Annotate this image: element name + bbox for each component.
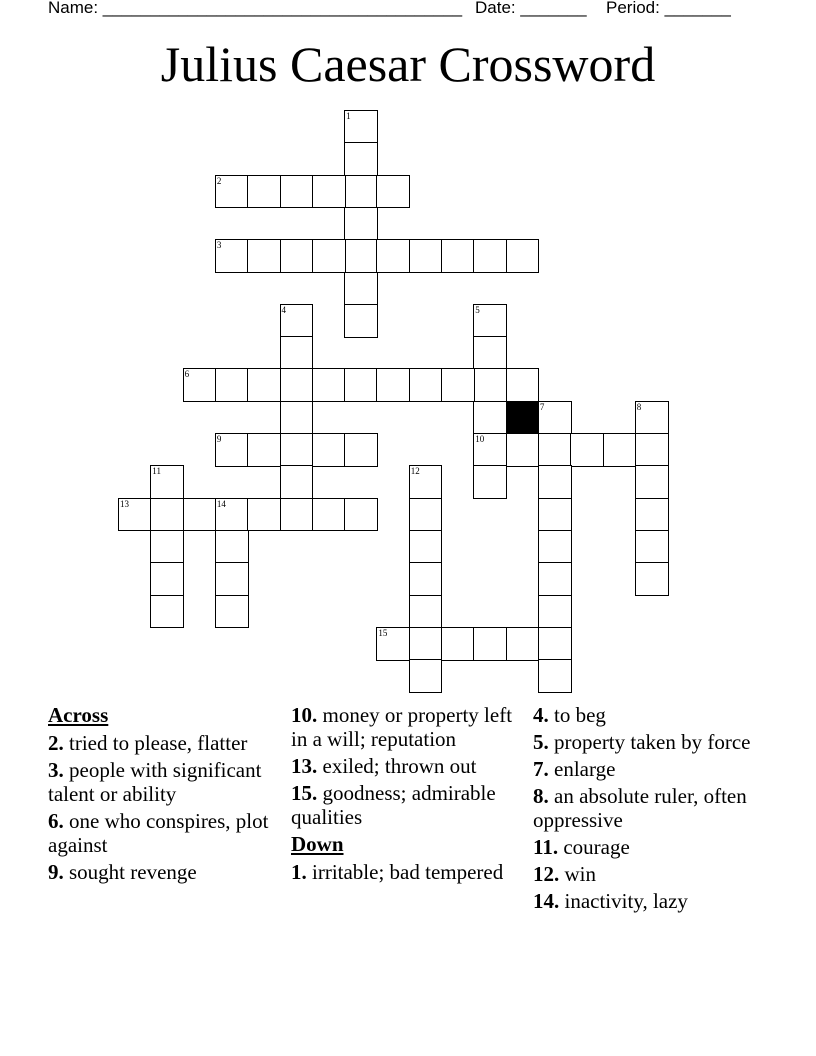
grid-cell[interactable] [344, 272, 378, 306]
grid-cell[interactable] [409, 595, 443, 629]
grid-cell[interactable] [473, 368, 507, 402]
grid-cell[interactable] [215, 562, 249, 596]
grid-cell[interactable] [118, 498, 152, 532]
grid-cell[interactable] [150, 595, 184, 629]
grid-cell[interactable] [280, 175, 314, 209]
grid-cell[interactable] [247, 433, 281, 467]
grid-cell[interactable] [215, 368, 249, 402]
grid-cell[interactable] [409, 659, 443, 693]
grid-cell[interactable] [376, 239, 410, 273]
across-clue-2: 2. tried to please, flatter [48, 731, 248, 755]
down-clue-7: 7. enlarge [533, 757, 616, 781]
grid-cell[interactable] [215, 239, 249, 273]
grid-cell[interactable] [538, 627, 572, 661]
grid-cell[interactable] [312, 368, 346, 402]
name-field-label: Name: ______________________________________ [48, 0, 463, 17]
grid-cell[interactable] [409, 465, 443, 499]
clue-number: 2 [216, 175, 222, 186]
grid-cell[interactable] [150, 498, 184, 532]
grid-cell[interactable] [215, 498, 249, 532]
grid-cell[interactable] [344, 239, 378, 273]
down-clue-11: 11. courage [533, 835, 630, 859]
grid-cell[interactable] [409, 530, 443, 564]
grid-cell[interactable] [441, 239, 475, 273]
grid-cell[interactable] [473, 401, 507, 435]
clue-number: 6 [184, 369, 190, 380]
grid-cell[interactable] [441, 627, 475, 661]
down-clue-1: 1. irritable; bad tempered [291, 860, 504, 884]
grid-cell[interactable] [473, 239, 507, 273]
grid-cell[interactable] [183, 368, 217, 402]
grid-cell[interactable] [183, 498, 217, 532]
grid-cell[interactable] [344, 433, 378, 467]
grid-cell[interactable] [603, 433, 637, 467]
grid-cell[interactable] [376, 627, 410, 661]
grid-cell[interactable] [312, 239, 346, 273]
down-clue-14: 14. inactivity, lazy [533, 889, 688, 913]
grid-cell[interactable] [280, 401, 314, 435]
grid-cell[interactable] [635, 562, 669, 596]
page-title: Julius Caesar Crossword [160, 36, 656, 92]
grid-cell[interactable] [409, 627, 443, 661]
grid-cell[interactable] [473, 336, 507, 370]
grid-cell[interactable] [376, 175, 410, 209]
black-square [506, 401, 540, 435]
grid-cell[interactable] [635, 465, 669, 499]
grid-cell[interactable] [280, 498, 314, 532]
grid-cell[interactable] [215, 175, 249, 209]
grid-cell[interactable] [538, 401, 572, 435]
grid-cell[interactable] [280, 433, 314, 467]
clue-number: 10 [475, 434, 485, 444]
down-clue-8: 8. an absolute ruler, often oppressive [533, 784, 747, 832]
grid-cell[interactable] [473, 433, 507, 467]
grid-cell[interactable] [570, 433, 604, 467]
grid-cell[interactable] [344, 175, 378, 209]
grid-cell[interactable] [635, 401, 669, 435]
grid-cell[interactable] [409, 498, 443, 532]
across-clue-3: 3. people with significant talent or ability [48, 758, 262, 806]
clue-number: 14 [216, 498, 226, 509]
grid-cell[interactable] [280, 239, 314, 273]
grid-cell[interactable] [344, 304, 378, 338]
grid-cell[interactable] [538, 433, 572, 467]
grid-cell[interactable] [506, 433, 540, 467]
across-clue-10: 10. money or property left in a will; reputation [291, 703, 513, 751]
grid-cell[interactable] [247, 239, 281, 273]
down-heading: Down [291, 832, 344, 856]
grid-cell[interactable] [150, 562, 184, 596]
grid-cell[interactable] [635, 433, 669, 467]
clue-number: 11 [152, 466, 161, 477]
grid-cell[interactable] [473, 465, 507, 499]
grid-cell[interactable] [344, 142, 378, 176]
across-clue-9: 9. sought revenge [48, 860, 197, 884]
across-clue-13: 13. exiled; thrown out [291, 754, 477, 778]
grid-cell[interactable] [441, 368, 475, 402]
grid-cell[interactable] [506, 239, 540, 273]
grid-cell[interactable] [344, 498, 378, 532]
grid-cell[interactable] [312, 175, 346, 209]
clue-number: 12 [410, 466, 420, 477]
across-heading: Across [48, 703, 109, 727]
grid-cell[interactable] [215, 433, 249, 467]
clue-number: 13 [120, 498, 129, 509]
across-clue-15: 15. goodness; admirable qualities [291, 781, 496, 829]
grid-cell[interactable] [376, 368, 410, 402]
down-clue-5: 5. property taken by force [533, 730, 751, 754]
grid-cell[interactable] [538, 659, 572, 693]
date-field-label: Date: _______ [475, 0, 587, 17]
grid-cell[interactable] [312, 498, 346, 532]
grid-cell[interactable] [344, 110, 378, 144]
grid-cell[interactable] [538, 530, 572, 564]
period-field-label: Period: _______ [606, 0, 731, 17]
grid-cell[interactable] [280, 368, 314, 402]
clue-number: 5 [475, 304, 480, 315]
clue-number: 9 [216, 434, 222, 444]
grid-cell[interactable] [409, 368, 443, 402]
grid-cell[interactable] [506, 368, 540, 402]
grid-cell[interactable] [247, 368, 281, 402]
clues-column-2 [291, 703, 523, 887]
grid-cell[interactable] [215, 595, 249, 629]
grid-cell[interactable] [473, 627, 507, 661]
grid-cell[interactable] [280, 465, 314, 499]
grid-cell[interactable] [215, 530, 249, 564]
grid-cell[interactable] [150, 465, 184, 499]
grid-cell[interactable] [247, 175, 281, 209]
grid-cell[interactable] [538, 595, 572, 629]
down-clue-12: 12. win [533, 862, 596, 886]
clue-number: 15 [378, 627, 388, 638]
grid-cell[interactable] [247, 498, 281, 532]
down-clue-4: 4. to beg [533, 703, 606, 727]
clue-number: 7 [539, 401, 545, 412]
grid-cell[interactable] [150, 530, 184, 564]
clue-number: 8 [636, 401, 642, 412]
grid-cell[interactable] [409, 239, 443, 273]
grid-cell[interactable] [280, 304, 314, 338]
across-clue-6: 6. one who conspires, plot against [48, 809, 269, 857]
grid-cell[interactable] [635, 530, 669, 564]
grid-cell[interactable] [473, 304, 507, 338]
clue-number: 1 [346, 111, 351, 121]
grid-cell[interactable] [344, 368, 378, 402]
grid-cell[interactable] [538, 562, 572, 596]
grid-cell[interactable] [344, 207, 378, 241]
grid-cell[interactable] [635, 498, 669, 532]
clues-column-1 [48, 703, 280, 887]
clue-number: 4 [281, 304, 286, 315]
grid-cell[interactable] [538, 498, 572, 532]
grid-cell[interactable] [312, 433, 346, 467]
grid-cell[interactable] [280, 336, 314, 370]
grid-cell[interactable] [506, 627, 540, 661]
clues-column-3 [533, 703, 773, 916]
grid-cell[interactable] [409, 562, 443, 596]
clue-number: 3 [216, 240, 222, 251]
grid-cell[interactable] [538, 465, 572, 499]
